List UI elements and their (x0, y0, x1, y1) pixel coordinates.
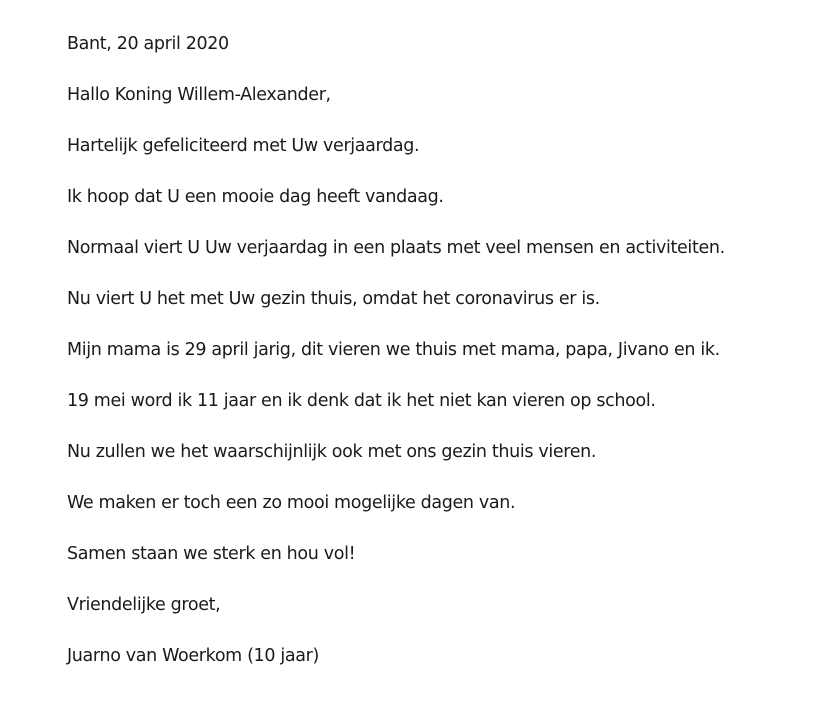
signature: Juarno van Woerkom (10 jaar) (67, 646, 319, 666)
letter-document (67, 33, 817, 696)
paragraph: Normaal viert U Uw verjaardag in een plaats met veel mensen en activiteiten. (67, 238, 725, 258)
paragraph: Nu zullen we het waarschijnlijk ook met ons gezin thuis vieren. (67, 442, 597, 462)
closing: Vriendelijke groet, (67, 595, 221, 615)
paragraph: Mijn mama is 29 april jarig, dit vieren we thuis met mama, papa, Jivano en ik. (67, 340, 720, 360)
paragraph: Ik hoop dat U een mooie dag heeft vandaag. (67, 187, 444, 207)
paragraph: 19 mei word ik 11 jaar en ik denk dat ik het niet kan vieren op school. (67, 391, 656, 411)
paragraph: Samen staan we sterk en hou vol! (67, 544, 356, 564)
paragraph: We maken er toch een zo mooi mogelijke dagen van. (67, 493, 516, 513)
paragraph: Nu viert U het met Uw gezin thuis, omdat het coronavirus er is. (67, 289, 600, 309)
greeting: Hallo Koning Willem-Alexander, (67, 85, 331, 105)
place-and-date: Bant, 20 april 2020 (67, 34, 229, 54)
paragraph: Hartelijk gefeliciteerd met Uw verjaardag. (67, 136, 420, 156)
